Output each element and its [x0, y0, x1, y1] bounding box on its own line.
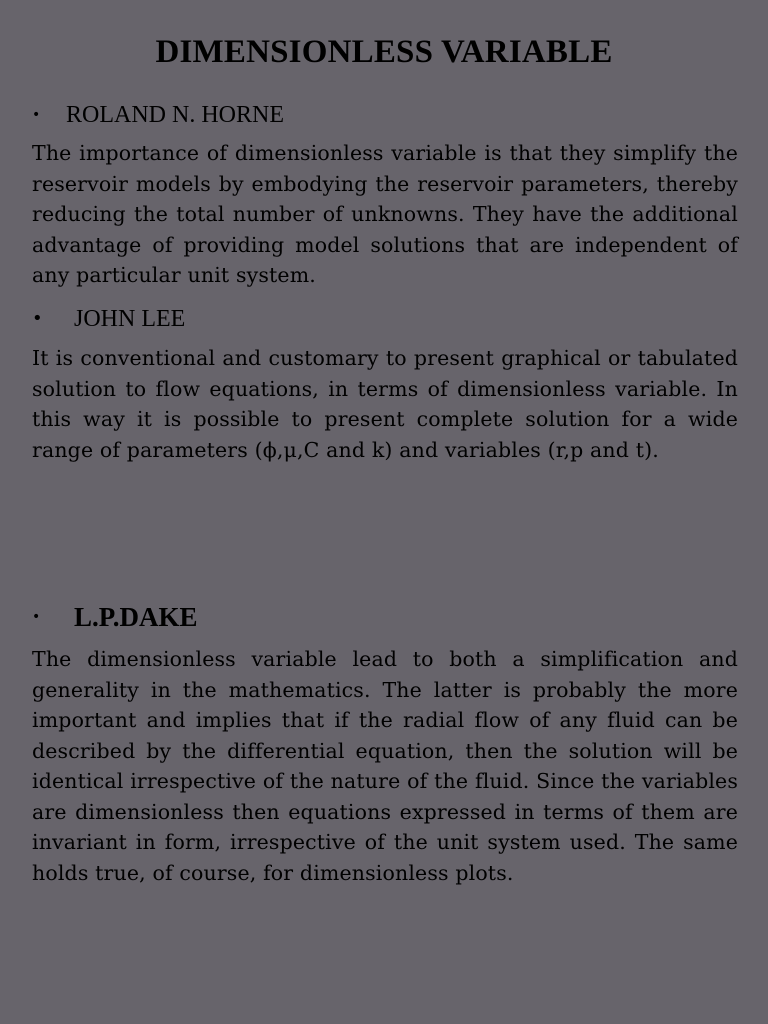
section-heading: ROLAND N. HORNE — [66, 102, 284, 128]
bullet-row — [32, 100, 738, 134]
slide-title: DIMENSIONLESS VARIABLE — [155, 34, 613, 70]
bullet-row — [32, 304, 738, 338]
section-paragraph: It is conventional and customary to present graphical or tabulated solution to flow equations, in terms of dimensionless variable. In this way it is possible to present complete solution for a wide range of parameters (ϕ,μ,C and k) and variables (r,p and t). — [32, 346, 738, 462]
bullet-icon: • — [32, 308, 43, 329]
bullet-icon: • — [32, 107, 41, 123]
section-heading: JOHN LEE — [74, 306, 186, 332]
section-roland-horne — [32, 100, 738, 291]
section-heading: L.P.DAKE — [74, 602, 198, 632]
bullet-icon: • — [32, 609, 41, 625]
section-john-lee — [32, 304, 738, 465]
section-lp-dake — [32, 602, 738, 888]
section-paragraph: The importance of dimensionless variable is that they simplify the reservoir models by embodying the reservoir parameters, thereby reducing the total number of unknowns. They have the additional advantage of providing model solutions that are independent of any particular unit system. — [32, 141, 738, 287]
bullet-row — [32, 602, 738, 636]
section-paragraph: The dimensionless variable lead to both a simplification and generality in the mathematics. The latter is probably the more important and implies that if the radial flow of any fluid can be described by the differential equation, then the solution will be identical irrespective of the nature of the fluid. Since the variables are dimensionless then equations expressed in terms of them are invariant in form, irrespective of the unit system used. The same holds true, of course, for dimensionless plots. — [32, 647, 738, 885]
